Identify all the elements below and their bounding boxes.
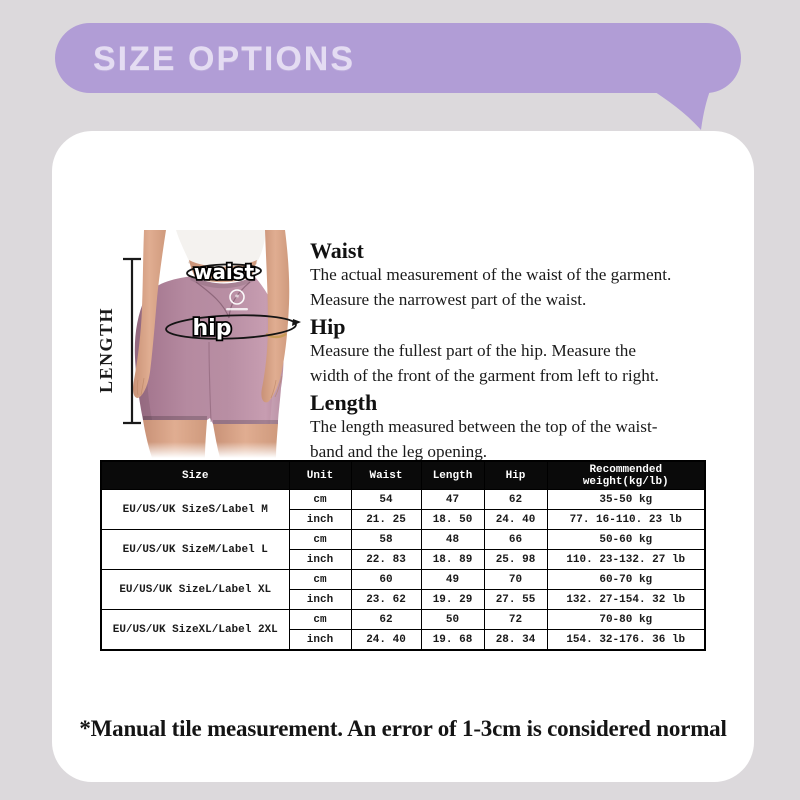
table-cell: 72 xyxy=(484,610,547,630)
table-cell: 47 xyxy=(421,490,484,510)
size-cell: EU/US/UK SizeS/Label M xyxy=(101,490,289,530)
table-cell: 25. 98 xyxy=(484,550,547,570)
table-cell: 49 xyxy=(421,570,484,590)
unit-cell: inch xyxy=(289,590,351,610)
size-cell: EU/US/UK SizeXL/Label 2XL xyxy=(101,610,289,651)
table-cell: 18. 89 xyxy=(421,550,484,570)
unit-cell: cm xyxy=(289,570,351,590)
table-cell: 24. 40 xyxy=(484,510,547,530)
waist-desc-line: Measure the narrowest part of the waist. xyxy=(310,289,587,309)
waist-description xyxy=(310,238,702,312)
hip-desc-line: width of the front of the garment from left to right. xyxy=(310,365,659,385)
table-cell: 18. 50 xyxy=(421,510,484,530)
banner-title: SIZE OPTIONS xyxy=(93,40,356,78)
size-cell: EU/US/UK SizeM/Label L xyxy=(101,530,289,570)
table-cell: 62 xyxy=(351,610,421,630)
table-cell: 50 xyxy=(421,610,484,630)
waist-annotation xyxy=(187,260,261,284)
table-cell: 70 xyxy=(484,570,547,590)
unit-cell: inch xyxy=(289,550,351,570)
size-options-banner xyxy=(55,23,741,93)
measurement-note: *Manual tile measurement. An error of 1-3cm is considered normal xyxy=(79,716,727,741)
header-size: Size xyxy=(101,461,289,490)
length-description xyxy=(310,390,702,464)
table-cell: 27. 55 xyxy=(484,590,547,610)
length-desc-line: The length measured between the top of the waist- xyxy=(310,417,658,436)
table-cell: 70-80 kg xyxy=(547,610,705,630)
table-cell: 23. 62 xyxy=(351,590,421,610)
table-cell: 54 xyxy=(351,490,421,510)
waist-heading: Waist xyxy=(310,238,364,263)
table-cell: 19. 68 xyxy=(421,630,484,651)
size-cell: EU/US/UK SizeL/Label XL xyxy=(101,570,289,610)
length-desc-line: band and the leg opening. xyxy=(310,441,488,461)
measurement-descriptions xyxy=(310,238,702,466)
table-cell: 35-50 kg xyxy=(547,490,705,510)
table-cell: 77. 16-110. 23 lb xyxy=(547,510,705,530)
waist-label: waist xyxy=(193,260,255,284)
table-row xyxy=(101,490,705,510)
table-cell: 24. 40 xyxy=(351,630,421,651)
hip-label: hip xyxy=(192,316,232,341)
header-unit: Unit xyxy=(289,461,351,490)
length-heading: Length xyxy=(310,390,378,415)
table-cell: 132. 27-154. 32 lb xyxy=(547,590,705,610)
product-photo xyxy=(80,230,310,458)
size-table xyxy=(100,460,706,651)
product-shorts xyxy=(135,276,284,424)
table-cell: 28. 34 xyxy=(484,630,547,651)
table-row xyxy=(101,530,705,550)
table-cell: 19. 29 xyxy=(421,590,484,610)
table-row xyxy=(101,610,705,630)
length-label: LENGTH xyxy=(96,306,116,394)
unit-cell: cm xyxy=(289,610,351,630)
table-cell: 66 xyxy=(484,530,547,550)
unit-cell: inch xyxy=(289,630,351,651)
table-cell: 60 xyxy=(351,570,421,590)
svg-text:*: * xyxy=(234,293,240,304)
table-cell: 154. 32-176. 36 lb xyxy=(547,630,705,651)
header-hip: Hip xyxy=(484,461,547,490)
unit-cell: cm xyxy=(289,530,351,550)
table-header-row xyxy=(101,461,705,490)
waist-desc-line: The actual measurement of the waist of the garment. xyxy=(310,265,672,284)
table-row xyxy=(101,570,705,590)
table-cell: 58 xyxy=(351,530,421,550)
table-cell: 48 xyxy=(421,530,484,550)
length-dimension-line xyxy=(96,259,141,423)
header-length: Length xyxy=(421,461,484,490)
table-cell: 50-60 kg xyxy=(547,530,705,550)
table-cell: 62 xyxy=(484,490,547,510)
speech-bubble-tail-icon xyxy=(645,88,717,132)
header-weight: Recommended weight(kg/lb) xyxy=(547,461,705,490)
table-cell: 110. 23-132. 27 lb xyxy=(547,550,705,570)
unit-cell: inch xyxy=(289,510,351,530)
hip-desc-line: Measure the fullest part of the hip. Measure the xyxy=(310,341,636,360)
unit-cell: cm xyxy=(289,490,351,510)
hip-heading: Hip xyxy=(310,314,346,339)
table-cell: 60-70 kg xyxy=(547,570,705,590)
header-waist: Waist xyxy=(351,461,421,490)
table-cell: 22. 83 xyxy=(351,550,421,570)
table-cell: 21. 25 xyxy=(351,510,421,530)
hip-description xyxy=(310,314,702,388)
